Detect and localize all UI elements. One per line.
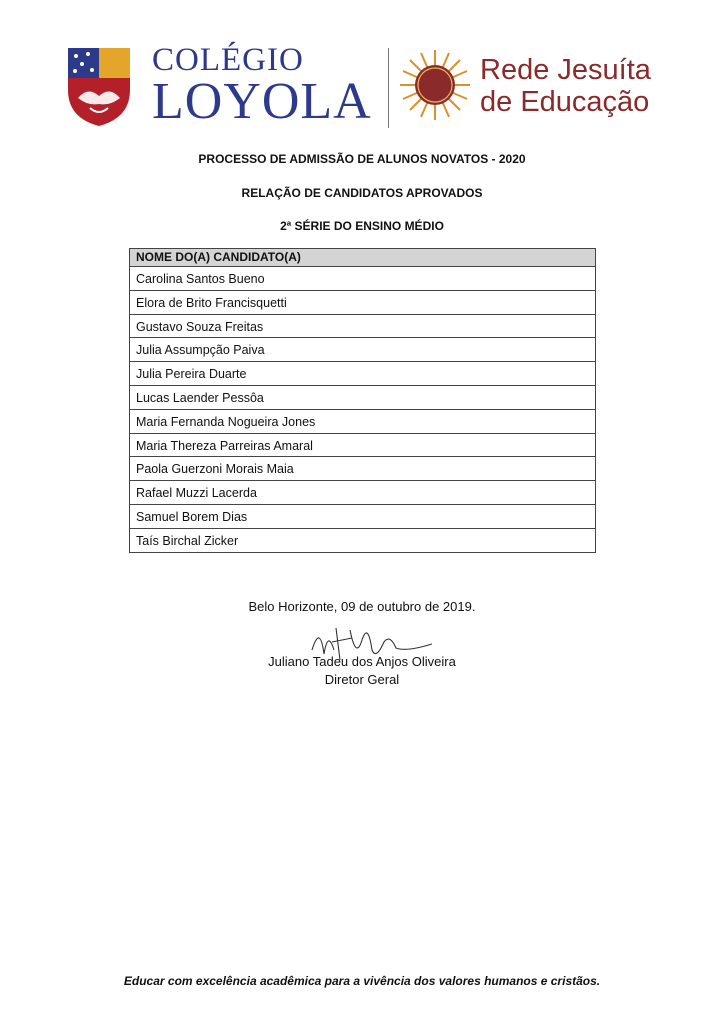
network-wordmark-line2: de Educação: [480, 86, 650, 118]
table-row: Paola Guerzoni Morais Maia: [130, 457, 595, 481]
signer-title: Diretor Geral: [324, 672, 400, 687]
network-wordmark: [480, 54, 651, 118]
letterhead: [66, 42, 666, 132]
table-row: Maria Thereza Parreiras Amaral: [130, 434, 595, 458]
document-grade: 2ª SÉRIE DO ENSINO MÉDIO: [280, 219, 444, 233]
candidates-table: [129, 248, 596, 553]
table-row: Samuel Borem Dias: [130, 505, 595, 529]
school-wordmark-line2: LOYOLA: [152, 73, 372, 130]
place-and-date: Belo Horizonte, 09 de outubro de 2019.: [248, 599, 476, 614]
footer-motto: Educar com excelência acadêmica para a vivência dos valores humanos e cristãos.: [123, 974, 601, 988]
table-row: Julia Pereira Duarte: [130, 362, 595, 386]
document-title: PROCESSO DE ADMISSÃO DE ALUNOS NOVATOS - 2020: [198, 152, 526, 166]
school-wordmark-line1: COLÉGIO: [152, 42, 304, 78]
jesuit-sun-emblem: [398, 48, 472, 122]
header-divider: [388, 48, 389, 128]
signer-name: Juliano Tadeu dos Anjos Oliveira: [268, 654, 456, 669]
table-header: NOME DO(A) CANDIDATO(A): [130, 249, 595, 267]
table-row: Julia Assumpção Paiva: [130, 338, 595, 362]
table-row: Taís Birchal Zicker: [130, 529, 595, 553]
table-row: Gustavo Souza Freitas: [130, 315, 595, 339]
loyola-shield-logo: [66, 46, 132, 128]
table-row: Maria Fernanda Nogueira Jones: [130, 410, 595, 434]
document-subtitle: RELAÇÃO DE CANDIDATOS APROVADOS: [241, 186, 483, 200]
table-row: Carolina Santos Bueno: [130, 267, 595, 291]
table-row: Lucas Laender Pessôa: [130, 386, 595, 410]
table-row: Rafael Muzzi Lacerda: [130, 481, 595, 505]
table-row: Elora de Brito Francisquetti: [130, 291, 595, 315]
network-wordmark-line1: Rede Jesuíta: [480, 54, 651, 86]
